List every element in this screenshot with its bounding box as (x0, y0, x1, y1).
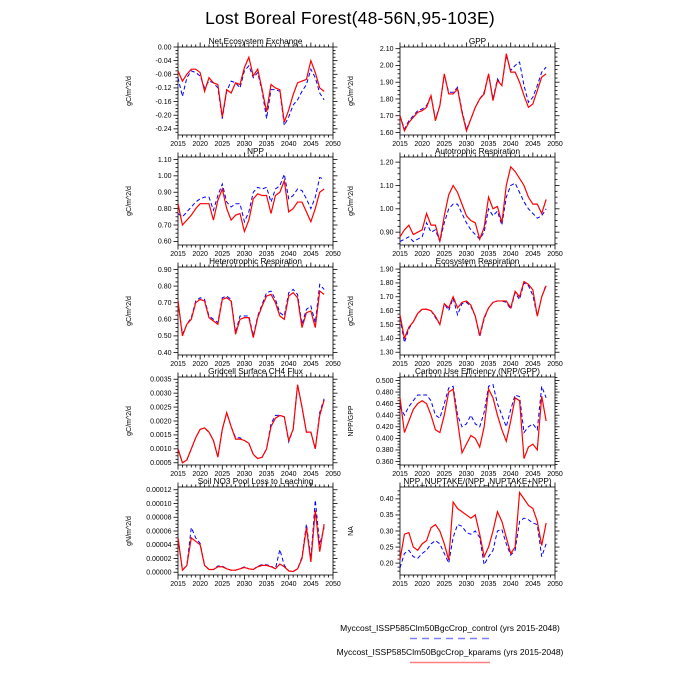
svg-text:0.400: 0.400 (375, 435, 394, 443)
svg-text:gC/m^2/d: gC/m^2/d (348, 296, 355, 326)
svg-text:gC/m^2/d: gC/m^2/d (126, 296, 133, 326)
legend-item-control (250, 622, 650, 641)
svg-text:2040: 2040 (502, 361, 519, 368)
svg-text:0.0025: 0.0025 (150, 404, 172, 412)
svg-text:2035: 2035 (480, 141, 497, 148)
svg-text:2.10: 2.10 (379, 45, 394, 53)
svg-text:2020: 2020 (192, 581, 208, 588)
svg-text:0.90: 0.90 (157, 189, 172, 197)
chart-ch4-flux-svg (120, 367, 378, 479)
svg-text:-0.20: -0.20 (155, 112, 172, 120)
svg-text:1.00: 1.00 (379, 206, 394, 214)
legend-label-kparams: Myccost_ISSP585Clm50BgcCrop_kparams (yrs 2015-2048) (336, 647, 564, 657)
svg-text:0.00006: 0.00006 (146, 528, 172, 536)
svg-text:2045: 2045 (525, 361, 541, 368)
svg-text:2020: 2020 (192, 361, 208, 368)
svg-text:0.25: 0.25 (379, 544, 394, 552)
svg-text:2035: 2035 (480, 471, 497, 478)
svg-text:2045: 2045 (303, 361, 319, 368)
svg-text:2020: 2020 (414, 581, 430, 588)
chart-heterotrophic-respiration (120, 257, 378, 369)
svg-text:0.480: 0.480 (375, 389, 394, 397)
svg-text:2030: 2030 (458, 141, 475, 148)
svg-text:2035: 2035 (258, 251, 275, 258)
svg-text:0.380: 0.380 (375, 447, 394, 455)
svg-text:2030: 2030 (236, 581, 253, 588)
svg-text:Soil NO3 Pool Loss to Leaching: Soil NO3 Pool Loss to Leaching (197, 477, 314, 486)
svg-text:2040: 2040 (280, 141, 297, 148)
svg-text:2015: 2015 (170, 361, 186, 368)
svg-text:gC/m^2/d: gC/m^2/d (348, 76, 355, 106)
chart-ecosystem-respiration (342, 257, 600, 369)
svg-text:2030: 2030 (236, 141, 253, 148)
svg-text:2015: 2015 (170, 471, 186, 478)
svg-text:0.00008: 0.00008 (146, 514, 172, 522)
svg-text:2040: 2040 (280, 361, 297, 368)
page-title: Lost Boreal Forest(48-56N,95-103E) (205, 8, 495, 28)
svg-text:0.500: 0.500 (375, 377, 394, 385)
svg-text:1.80: 1.80 (379, 96, 394, 104)
svg-text:0.0030: 0.0030 (150, 390, 172, 398)
chart-autotrophic-respiration-svg (342, 147, 600, 259)
svg-text:2025: 2025 (214, 141, 231, 148)
svg-text:2050: 2050 (325, 361, 341, 368)
svg-text:0.440: 0.440 (375, 412, 394, 420)
svg-text:0.70: 0.70 (157, 299, 172, 307)
svg-text:-0.12: -0.12 (155, 85, 172, 93)
svg-text:0.60: 0.60 (157, 238, 172, 246)
svg-text:2025: 2025 (436, 361, 453, 368)
svg-text:2045: 2045 (525, 471, 541, 478)
svg-text:2030: 2030 (236, 361, 253, 368)
svg-text:2040: 2040 (502, 581, 519, 588)
chart-no3-leaching (120, 477, 378, 589)
svg-text:2040: 2040 (502, 141, 519, 148)
svg-text:1.90: 1.90 (379, 266, 394, 274)
svg-text:GPP: GPP (468, 37, 487, 46)
svg-text:2040: 2040 (502, 251, 519, 258)
svg-text:2030: 2030 (458, 361, 475, 368)
svg-text:2045: 2045 (303, 251, 319, 258)
svg-text:gC/m^2/d: gC/m^2/d (126, 186, 133, 216)
svg-text:0.00010: 0.00010 (146, 500, 172, 508)
svg-text:2050: 2050 (547, 581, 563, 588)
svg-text:2025: 2025 (436, 141, 453, 148)
svg-text:gC/m^2/d: gC/m^2/d (126, 76, 133, 106)
svg-text:1.40: 1.40 (379, 335, 394, 343)
svg-text:2015: 2015 (392, 141, 408, 148)
svg-text:-0.04: -0.04 (155, 57, 172, 65)
svg-text:0.0015: 0.0015 (150, 432, 172, 440)
legend (250, 622, 650, 670)
svg-text:2040: 2040 (502, 471, 519, 478)
svg-text:-0.24: -0.24 (155, 126, 172, 134)
svg-text:2020: 2020 (192, 141, 208, 148)
svg-text:NPP: NPP (247, 147, 264, 156)
svg-text:0.00004: 0.00004 (146, 542, 172, 550)
svg-text:2015: 2015 (392, 251, 408, 258)
svg-text:2045: 2045 (303, 581, 319, 588)
svg-text:1.60: 1.60 (379, 307, 394, 315)
svg-text:2045: 2045 (303, 471, 319, 478)
svg-text:0.80: 0.80 (157, 283, 172, 291)
legend-dashed-line-sample (409, 636, 491, 641)
svg-text:-0.08: -0.08 (155, 71, 172, 79)
svg-text:2020: 2020 (414, 361, 430, 368)
svg-text:NPP/GPP: NPP/GPP (348, 405, 355, 437)
svg-text:0.60: 0.60 (157, 316, 172, 324)
svg-text:0.460: 0.460 (375, 400, 394, 408)
chart-carbon-use-efficiency-svg (342, 367, 600, 479)
svg-text:2015: 2015 (170, 251, 186, 258)
chart-ch4-flux (120, 367, 378, 479)
legend-item-kparams (250, 646, 650, 665)
svg-text:0.90: 0.90 (379, 229, 394, 237)
svg-text:2020: 2020 (414, 471, 430, 478)
svg-text:Carbon Use Efficiency (NPP/GPP: Carbon Use Efficiency (NPP/GPP) (415, 367, 540, 376)
svg-text:0.00: 0.00 (157, 44, 172, 52)
svg-text:gC/m^2/d: gC/m^2/d (348, 186, 355, 216)
svg-text:2015: 2015 (392, 471, 408, 478)
chart-npp-nuptake-fraction-svg (342, 477, 600, 589)
svg-text:0.40: 0.40 (157, 349, 172, 357)
svg-text:2025: 2025 (436, 471, 453, 478)
svg-text:2050: 2050 (325, 581, 341, 588)
svg-text:1.10: 1.10 (379, 182, 394, 190)
svg-text:1.70: 1.70 (379, 113, 394, 121)
svg-text:2025: 2025 (436, 581, 453, 588)
svg-text:2025: 2025 (214, 581, 231, 588)
chart-npp (120, 147, 378, 259)
svg-text:Autotrophic Respiration: Autotrophic Respiration (434, 147, 521, 156)
svg-text:2035: 2035 (480, 581, 497, 588)
svg-text:2040: 2040 (280, 251, 297, 258)
svg-text:2045: 2045 (525, 251, 541, 258)
svg-text:2050: 2050 (547, 361, 563, 368)
svg-text:0.90: 0.90 (157, 266, 172, 274)
svg-text:2020: 2020 (414, 141, 430, 148)
svg-text:1.50: 1.50 (379, 321, 394, 329)
svg-text:2020: 2020 (192, 251, 208, 258)
svg-text:2015: 2015 (170, 581, 186, 588)
svg-text:0.0010: 0.0010 (150, 446, 172, 454)
chart-npp-svg (120, 147, 378, 259)
svg-text:2045: 2045 (525, 581, 541, 588)
svg-text:2020: 2020 (192, 471, 208, 478)
chart-no3-leaching-svg (120, 477, 378, 589)
svg-text:0.00012: 0.00012 (146, 487, 172, 495)
svg-text:0.40: 0.40 (379, 496, 394, 504)
svg-text:2025: 2025 (214, 471, 231, 478)
svg-text:0.70: 0.70 (157, 222, 172, 230)
svg-text:0.00002: 0.00002 (146, 555, 172, 563)
svg-text:0.30: 0.30 (379, 528, 394, 536)
svg-text:2030: 2030 (458, 251, 475, 258)
svg-text:2030: 2030 (236, 251, 253, 258)
svg-text:0.0020: 0.0020 (150, 418, 172, 426)
svg-text:2045: 2045 (303, 141, 319, 148)
svg-text:1.80: 1.80 (379, 280, 394, 288)
chart-heterotrophic-respiration-svg (120, 257, 378, 369)
svg-text:2035: 2035 (258, 141, 275, 148)
svg-text:2035: 2035 (258, 361, 275, 368)
svg-text:0.0005: 0.0005 (150, 460, 172, 468)
svg-text:2050: 2050 (325, 251, 341, 258)
svg-text:Net Ecosystem Exchange: Net Ecosystem Exchange (208, 37, 303, 46)
svg-text:2030: 2030 (236, 471, 253, 478)
svg-text:0.360: 0.360 (375, 458, 394, 466)
svg-text:2030: 2030 (458, 471, 475, 478)
chart-gpp-svg (342, 37, 600, 149)
svg-text:Ecosystem Respiration: Ecosystem Respiration (435, 257, 520, 266)
chart-carbon-use-efficiency (342, 367, 600, 479)
svg-text:2035: 2035 (258, 471, 275, 478)
svg-text:2040: 2040 (280, 471, 297, 478)
svg-text:1.70: 1.70 (379, 294, 394, 302)
svg-text:Heterotrophic Respiration: Heterotrophic Respiration (209, 257, 302, 266)
svg-text:0.80: 0.80 (157, 205, 172, 213)
svg-text:2015: 2015 (392, 581, 408, 588)
chart-autotrophic-respiration (342, 147, 600, 259)
svg-text:2040: 2040 (280, 581, 297, 588)
svg-text:0.0035: 0.0035 (150, 376, 172, 384)
chart-gpp (342, 37, 600, 149)
svg-text:2015: 2015 (170, 141, 186, 148)
svg-text:0.00000: 0.00000 (146, 569, 172, 577)
svg-text:Gridcell Surface CH4 Flux: Gridcell Surface CH4 Flux (208, 367, 303, 376)
svg-text:2015: 2015 (392, 361, 408, 368)
svg-text:NA: NA (348, 526, 355, 536)
svg-text:2050: 2050 (325, 471, 341, 478)
svg-text:0.35: 0.35 (379, 512, 394, 520)
legend-label-control: Myccost_ISSP585Clm50BgcCrop_control (yrs 2015-2048) (340, 623, 560, 633)
svg-text:NPP_NUPTAKE/(NPP_NUPTAKE+NPP): NPP_NUPTAKE/(NPP_NUPTAKE+NPP) (403, 477, 552, 486)
svg-text:gN/m^2/d: gN/m^2/d (126, 516, 133, 546)
svg-text:2030: 2030 (458, 581, 475, 588)
svg-text:1.60: 1.60 (379, 129, 394, 137)
svg-text:1.30: 1.30 (379, 349, 394, 357)
svg-text:2050: 2050 (547, 251, 563, 258)
svg-text:2035: 2035 (480, 361, 497, 368)
chart-npp-nuptake-fraction (342, 477, 600, 589)
svg-text:1.00: 1.00 (157, 173, 172, 181)
svg-text:2050: 2050 (547, 141, 563, 148)
svg-text:1.20: 1.20 (379, 159, 394, 167)
svg-text:gC/m^2/d: gC/m^2/d (126, 406, 133, 436)
svg-text:2025: 2025 (214, 251, 231, 258)
svg-text:2035: 2035 (258, 581, 275, 588)
svg-text:0.50: 0.50 (157, 333, 172, 341)
svg-text:1.10: 1.10 (157, 156, 172, 164)
chart-net-ecosystem-exchange (120, 37, 378, 149)
svg-text:2025: 2025 (214, 361, 231, 368)
svg-text:2050: 2050 (325, 141, 341, 148)
svg-text:2025: 2025 (436, 251, 453, 258)
svg-text:0.420: 0.420 (375, 424, 394, 432)
svg-text:-0.16: -0.16 (155, 98, 172, 106)
svg-text:2035: 2035 (480, 251, 497, 258)
svg-text:2.00: 2.00 (379, 62, 394, 70)
legend-solid-line-sample (409, 660, 491, 665)
svg-text:2050: 2050 (547, 471, 563, 478)
chart-ecosystem-respiration-svg (342, 257, 600, 369)
svg-text:1.90: 1.90 (379, 79, 394, 87)
chart-net-ecosystem-exchange-svg (120, 37, 378, 149)
svg-text:2045: 2045 (525, 141, 541, 148)
svg-text:2020: 2020 (414, 251, 430, 258)
svg-text:0.20: 0.20 (379, 560, 394, 568)
